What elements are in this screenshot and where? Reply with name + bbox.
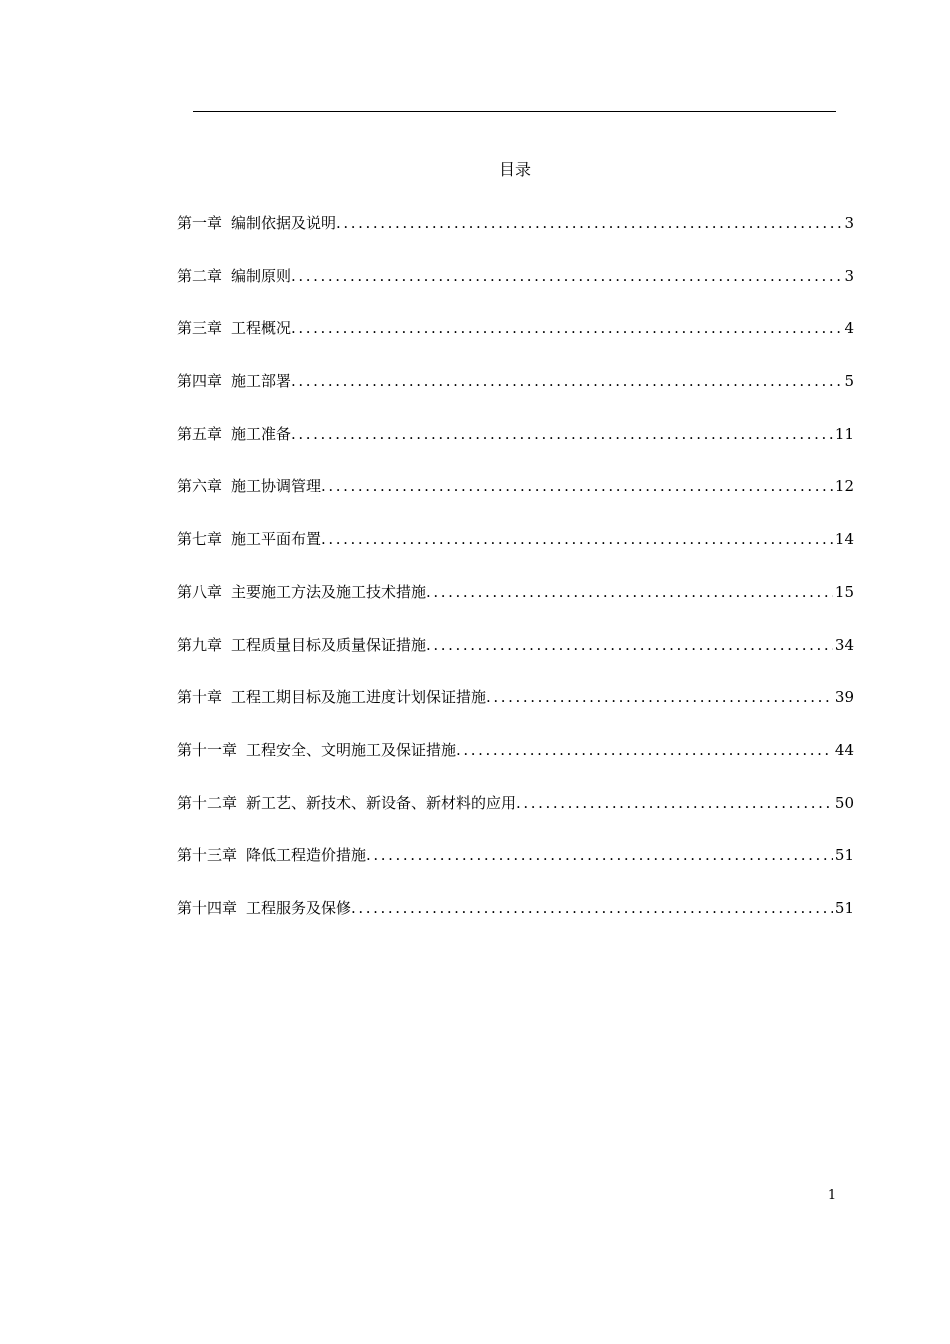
toc-page-number: 14 bbox=[834, 530, 854, 549]
toc-entry[interactable] bbox=[177, 737, 854, 790]
toc-chapter-title: 降低工程造价措施 bbox=[246, 846, 367, 865]
toc-dot-leader bbox=[321, 526, 833, 552]
toc-dot-leader bbox=[351, 895, 833, 921]
header-rule bbox=[193, 111, 836, 112]
toc-chapter-number: 第十一章 bbox=[177, 740, 238, 759]
toc-chapter-number: 第二章 bbox=[177, 266, 223, 285]
toc-entry[interactable] bbox=[177, 842, 854, 895]
footer-page-number: 1 bbox=[827, 1188, 837, 1203]
toc-page-number: 50 bbox=[834, 793, 854, 812]
toc-dot-leader bbox=[426, 579, 833, 605]
toc-dot-leader bbox=[336, 210, 842, 236]
toc-entry[interactable] bbox=[177, 632, 854, 685]
toc-page-number: 51 bbox=[834, 846, 854, 865]
toc-chapter-number: 第十章 bbox=[177, 688, 223, 707]
toc-chapter-number: 第八章 bbox=[177, 582, 223, 601]
toc-entry[interactable] bbox=[177, 421, 854, 474]
toc-page-number: 11 bbox=[834, 424, 854, 443]
toc-dot-leader bbox=[426, 632, 833, 658]
toc-page-number: 39 bbox=[834, 688, 854, 707]
toc-entry[interactable] bbox=[177, 210, 854, 263]
toc-entry[interactable] bbox=[177, 368, 854, 421]
toc-entry[interactable] bbox=[177, 790, 854, 843]
toc-chapter-title: 施工部署 bbox=[231, 372, 292, 391]
toc-dot-leader bbox=[456, 737, 833, 763]
toc-chapter-number: 第十四章 bbox=[177, 898, 238, 917]
toc-chapter-number: 第十三章 bbox=[177, 846, 238, 865]
toc-page-number: 34 bbox=[834, 635, 854, 654]
toc-chapter-title: 新工艺、新技术、新设备、新材料的应用 bbox=[246, 793, 517, 812]
toc-chapter-title: 施工平面布置 bbox=[231, 530, 322, 549]
toc-dot-leader bbox=[321, 473, 833, 499]
toc-entry[interactable] bbox=[177, 315, 854, 368]
toc-chapter-title: 工程工期目标及施工进度计划保证措施 bbox=[231, 688, 487, 707]
toc-dot-leader bbox=[291, 315, 842, 341]
toc-entry[interactable] bbox=[177, 895, 854, 948]
toc-page-number: 3 bbox=[844, 266, 854, 285]
toc-chapter-title: 工程安全、文明施工及保证措施 bbox=[246, 740, 457, 759]
toc-chapter-title: 施工协调管理 bbox=[231, 477, 322, 496]
toc-chapter-number: 第六章 bbox=[177, 477, 223, 496]
toc-page-number: 44 bbox=[834, 740, 854, 759]
toc-chapter-title: 工程概况 bbox=[231, 319, 292, 338]
toc-dot-leader bbox=[291, 263, 842, 289]
toc-chapter-number: 第十二章 bbox=[177, 793, 238, 812]
toc-dot-leader bbox=[366, 842, 833, 868]
toc-page-number: 51 bbox=[834, 898, 854, 917]
toc-page-number: 12 bbox=[834, 477, 854, 496]
toc-chapter-title: 工程质量目标及质量保证措施 bbox=[231, 635, 427, 654]
toc-chapter-number: 第一章 bbox=[177, 214, 223, 232]
toc-entry[interactable] bbox=[177, 473, 854, 526]
toc-entry[interactable] bbox=[177, 263, 854, 316]
toc-chapter-title: 工程服务及保修 bbox=[246, 898, 352, 917]
toc-page-number: 15 bbox=[834, 582, 854, 601]
toc-chapter-title: 编制原则 bbox=[231, 266, 292, 285]
toc-chapter-title: 主要施工方法及施工技术措施 bbox=[231, 582, 427, 601]
toc-chapter-number: 第五章 bbox=[177, 424, 223, 443]
toc-entry[interactable] bbox=[177, 579, 854, 632]
toc-dot-leader bbox=[486, 684, 833, 710]
toc-page-number: 3 bbox=[844, 214, 854, 232]
toc-entry[interactable] bbox=[177, 526, 854, 579]
toc-chapter-number: 第七章 bbox=[177, 530, 223, 549]
toc-title: 目录 bbox=[498, 160, 531, 179]
toc-chapter-title: 施工准备 bbox=[231, 424, 292, 443]
toc-chapter-title: 编制依据及说明 bbox=[231, 214, 337, 232]
toc-chapter-number: 第三章 bbox=[177, 319, 223, 338]
toc-entry[interactable] bbox=[177, 684, 854, 737]
toc-page-number: 4 bbox=[844, 319, 854, 338]
toc-chapter-number: 第四章 bbox=[177, 372, 223, 391]
toc-dot-leader bbox=[291, 368, 842, 394]
toc-page-number: 5 bbox=[844, 372, 854, 391]
toc-dot-leader bbox=[291, 421, 833, 447]
toc-dot-leader bbox=[516, 790, 833, 816]
toc-list bbox=[177, 210, 854, 948]
toc-chapter-number: 第九章 bbox=[177, 635, 223, 654]
